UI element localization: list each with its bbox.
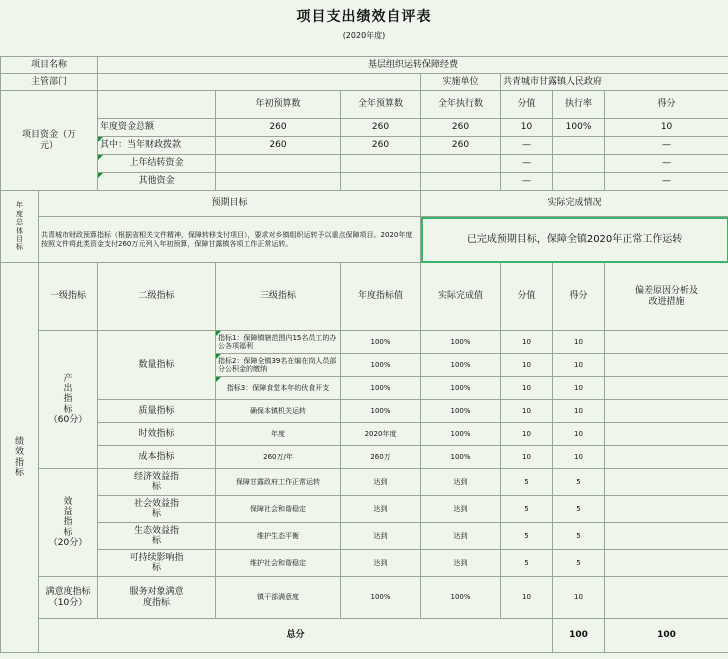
funds-label-text: 项目资金（万元） bbox=[21, 130, 76, 151]
deviation-cell[interactable] bbox=[605, 400, 728, 423]
target-cell[interactable]: 2020年度 bbox=[341, 423, 421, 446]
header-full-year-budget: 全年预算数 bbox=[341, 91, 421, 119]
actual-cell[interactable]: 100% bbox=[421, 377, 501, 400]
benefit-sub-label bbox=[98, 496, 216, 523]
score-cell[interactable]: 10 bbox=[553, 577, 605, 619]
actual-cell[interactable]: 100% bbox=[421, 446, 501, 469]
output-points: （60分） bbox=[48, 415, 88, 426]
deviation-cell[interactable] bbox=[605, 423, 728, 446]
benefit-sub-label-text: 经济效益指标 bbox=[134, 471, 180, 492]
quality-item-name[interactable]: 确保本镇机关运转 bbox=[216, 400, 341, 423]
value-cell[interactable]: 10 bbox=[501, 354, 553, 377]
cost-label: 成本指标 bbox=[98, 446, 216, 469]
table-row bbox=[1, 446, 728, 469]
table-row bbox=[1, 550, 728, 577]
target-cell[interactable]: 达到 bbox=[341, 469, 421, 496]
expected-goal-text[interactable]: 共青城市财政预算指标（根据省相关文件精神，保障转移支付项目），要求对乡镇组织运转予以重点保障项目。2020年度按照文件将此类资金支付260万元列入年初预算，保障甘露镇各项工作正常运转。 bbox=[39, 217, 421, 263]
funds-cell-score[interactable]: — bbox=[605, 137, 728, 155]
table-row bbox=[1, 423, 728, 446]
funds-row-name: 上年结转资金 bbox=[98, 155, 216, 173]
benefit-item-name[interactable]: 保障社会和谐稳定 bbox=[216, 496, 341, 523]
satisfaction-sub-label-text: 服务对象满意度指标 bbox=[129, 587, 184, 608]
score-cell[interactable]: 5 bbox=[553, 469, 605, 496]
target-cell[interactable]: 达到 bbox=[341, 523, 421, 550]
funds-cell-initial[interactable] bbox=[216, 155, 341, 173]
benefit-sub-label bbox=[98, 523, 216, 550]
funds-cell-rate[interactable] bbox=[553, 173, 605, 191]
value-cell[interactable]: 10 bbox=[501, 423, 553, 446]
funds-label bbox=[1, 91, 98, 191]
satisfaction-label bbox=[39, 577, 98, 619]
value-cell[interactable]: 10 bbox=[501, 446, 553, 469]
benefit-sub-label-text: 社会效益指标 bbox=[134, 498, 180, 519]
score-cell[interactable]: 5 bbox=[553, 523, 605, 550]
actual-completion-text[interactable]: 已完成预期目标，保障全镇2020年正常工作运转 bbox=[421, 217, 728, 263]
funds-row bbox=[1, 155, 728, 173]
deviation-cell[interactable] bbox=[605, 496, 728, 523]
header-score: 得分 bbox=[553, 263, 605, 331]
table-row bbox=[1, 331, 728, 354]
benefit-label bbox=[39, 469, 98, 577]
evaluation-table bbox=[0, 56, 728, 653]
funds-cell-score[interactable]: 10 bbox=[605, 119, 728, 137]
deviation-cell[interactable] bbox=[605, 331, 728, 354]
actual-completion-header: 实际完成情况 bbox=[421, 191, 728, 217]
funds-row bbox=[1, 119, 728, 137]
actual-cell[interactable]: 100% bbox=[421, 354, 501, 377]
value-cell[interactable]: 5 bbox=[501, 550, 553, 577]
table-row bbox=[1, 400, 728, 423]
funds-cell-value[interactable]: — bbox=[501, 155, 553, 173]
deviation-cell[interactable] bbox=[605, 550, 728, 577]
actual-cell[interactable]: 达到 bbox=[421, 496, 501, 523]
score-cell[interactable]: 10 bbox=[553, 423, 605, 446]
performance-label bbox=[1, 263, 39, 653]
score-cell[interactable]: 5 bbox=[553, 496, 605, 523]
funds-cell-exec[interactable]: 260 bbox=[421, 119, 501, 137]
benefit-sub-label-text: 生态效益指标 bbox=[134, 525, 180, 546]
timeliness-label: 时效指标 bbox=[98, 423, 216, 446]
score-cell[interactable]: 5 bbox=[553, 550, 605, 577]
table-row bbox=[1, 523, 728, 550]
target-cell[interactable]: 260万 bbox=[341, 446, 421, 469]
dept-value[interactable] bbox=[98, 74, 421, 91]
dept-label: 主管部门 bbox=[1, 74, 98, 91]
funds-row bbox=[1, 137, 728, 155]
funds-cell-full[interactable] bbox=[341, 173, 421, 191]
table-row bbox=[1, 469, 728, 496]
score-cell[interactable]: 10 bbox=[553, 354, 605, 377]
value-cell[interactable]: 10 bbox=[501, 577, 553, 619]
deviation-cell[interactable] bbox=[605, 577, 728, 619]
benefit-sub-label bbox=[98, 469, 216, 496]
funds-cell-exec[interactable] bbox=[421, 173, 501, 191]
header-level1: 一级指标 bbox=[39, 263, 98, 331]
table-row bbox=[1, 577, 728, 619]
impl-unit-value[interactable]: 共青城市甘露镇人民政府 bbox=[501, 74, 728, 91]
target-cell[interactable]: 100% bbox=[341, 377, 421, 400]
funds-header-blank bbox=[98, 91, 216, 119]
benefit-sub-label-text: 可持续影响指标 bbox=[129, 552, 184, 573]
target-cell[interactable]: 达到 bbox=[341, 496, 421, 523]
funds-row bbox=[1, 173, 728, 191]
expected-goal-header: 预期目标 bbox=[39, 191, 421, 217]
goals-label bbox=[1, 191, 39, 263]
quality-label: 质量指标 bbox=[98, 400, 216, 423]
value-cell[interactable]: 5 bbox=[501, 496, 553, 523]
header-level3: 三级指标 bbox=[216, 263, 341, 331]
header-actual: 实际完成值 bbox=[421, 263, 501, 331]
benefit-label-text: 效益指标 bbox=[63, 496, 73, 538]
header-target: 年度指标值 bbox=[341, 263, 421, 331]
header-executed: 全年执行数 bbox=[421, 91, 501, 119]
timeliness-item-name[interactable]: 年度 bbox=[216, 423, 341, 446]
project-name-label: 项目名称 bbox=[1, 57, 98, 74]
actual-cell[interactable]: 100% bbox=[421, 577, 501, 619]
target-cell[interactable]: 100% bbox=[341, 354, 421, 377]
funds-cell-initial[interactable]: 260 bbox=[216, 137, 341, 155]
header-score: 得分 bbox=[605, 91, 728, 119]
project-name-value[interactable]: 基层组织运转保障经费 bbox=[98, 57, 728, 74]
actual-cell[interactable]: 达到 bbox=[421, 550, 501, 577]
impl-unit-label: 实施单位 bbox=[421, 74, 501, 91]
funds-cell-exec[interactable] bbox=[421, 155, 501, 173]
table-row bbox=[1, 496, 728, 523]
value-cell[interactable]: 5 bbox=[501, 523, 553, 550]
satisfaction-label-text: 满意度指标 bbox=[45, 587, 91, 598]
value-cell[interactable]: 10 bbox=[501, 377, 553, 400]
goals-label-text: 年度总体目标 bbox=[16, 201, 23, 252]
benefit-item-name[interactable]: 保障甘露政府工作正常运转 bbox=[216, 469, 341, 496]
header-initial-budget: 年初预算数 bbox=[216, 91, 341, 119]
actual-cell[interactable]: 100% bbox=[421, 423, 501, 446]
deviation-cell[interactable] bbox=[605, 354, 728, 377]
benefit-sub-label bbox=[98, 550, 216, 577]
value-cell[interactable]: 10 bbox=[501, 331, 553, 354]
funds-cell-initial[interactable] bbox=[216, 173, 341, 191]
quantity-item-name[interactable]: 指标2：保障全镇39名在编在岗人员部分公积金的缴纳 bbox=[216, 354, 341, 377]
funds-cell-rate[interactable] bbox=[553, 155, 605, 173]
funds-cell-full[interactable]: 260 bbox=[341, 137, 421, 155]
page-title: 项目支出绩效自评表 bbox=[296, 9, 432, 25]
actual-cell[interactable]: 达到 bbox=[421, 469, 501, 496]
funds-row-name: 其他资金 bbox=[98, 173, 216, 191]
funds-cell-value[interactable]: 10 bbox=[501, 119, 553, 137]
funds-cell-full[interactable]: 260 bbox=[341, 119, 421, 137]
actual-cell[interactable]: 100% bbox=[421, 400, 501, 423]
funds-cell-value[interactable]: — bbox=[501, 137, 553, 155]
benefit-item-name[interactable]: 维护生态平衡 bbox=[216, 523, 341, 550]
header-value: 分值 bbox=[501, 263, 553, 331]
header-deviation bbox=[605, 263, 728, 331]
score-cell[interactable]: 10 bbox=[553, 331, 605, 354]
output-label-text: 产出指标 bbox=[63, 373, 73, 415]
score-cell[interactable]: 10 bbox=[553, 446, 605, 469]
funds-row-name: 年度资金总额 bbox=[98, 119, 216, 137]
cost-item-name[interactable]: 260万/年 bbox=[216, 446, 341, 469]
output-label bbox=[39, 331, 98, 469]
funds-cell-exec[interactable]: 260 bbox=[421, 137, 501, 155]
funds-cell-value[interactable]: — bbox=[501, 173, 553, 191]
score-cell[interactable]: 10 bbox=[553, 377, 605, 400]
funds-cell-rate[interactable]: 100% bbox=[553, 119, 605, 137]
target-cell[interactable]: 100% bbox=[341, 577, 421, 619]
funds-cell-rate[interactable] bbox=[553, 137, 605, 155]
funds-cell-score[interactable]: — bbox=[605, 173, 728, 191]
header-level2: 二级指标 bbox=[98, 263, 216, 331]
target-cell[interactable]: 达到 bbox=[341, 550, 421, 577]
header-score-value: 分值 bbox=[501, 91, 553, 119]
satisfaction-points: （10分） bbox=[48, 597, 88, 608]
actual-cell[interactable]: 100% bbox=[421, 331, 501, 354]
score-cell[interactable]: 10 bbox=[553, 400, 605, 423]
deviation-cell[interactable] bbox=[605, 469, 728, 496]
target-cell[interactable]: 100% bbox=[341, 331, 421, 354]
target-cell[interactable]: 100% bbox=[341, 400, 421, 423]
funds-cell-full[interactable] bbox=[341, 155, 421, 173]
performance-label-text: 绩效指标 bbox=[14, 436, 24, 478]
funds-cell-score[interactable]: — bbox=[605, 155, 728, 173]
header-exec-rate: 执行率 bbox=[553, 91, 605, 119]
actual-cell[interactable]: 达到 bbox=[421, 523, 501, 550]
total-value[interactable]: 100 bbox=[553, 619, 605, 653]
value-cell[interactable]: 10 bbox=[501, 400, 553, 423]
total-score[interactable]: 100 bbox=[605, 619, 728, 653]
quantity-item-name[interactable]: 指标1：保障镇辖范围内15名员工的办公各项福利 bbox=[216, 331, 341, 354]
total-label: 总分 bbox=[39, 619, 553, 653]
page-subtitle: (2020年度) bbox=[342, 31, 386, 40]
funds-row-name: 其中：当年财政拨款 bbox=[98, 137, 216, 155]
benefit-item-name[interactable]: 维护社会和谐稳定 bbox=[216, 550, 341, 577]
quantity-label: 数量指标 bbox=[98, 331, 216, 400]
quantity-item-name[interactable]: 指标3：保障食堂本年的伙食开支 bbox=[216, 377, 341, 400]
satisfaction-sub-label bbox=[98, 577, 216, 619]
funds-cell-initial[interactable]: 260 bbox=[216, 119, 341, 137]
deviation-cell[interactable] bbox=[605, 446, 728, 469]
deviation-cell[interactable] bbox=[605, 377, 728, 400]
satisfaction-item-name[interactable]: 镇干部满意度 bbox=[216, 577, 341, 619]
deviation-header-text: 偏差原因分析及改进措施 bbox=[635, 286, 699, 307]
benefit-points: （20分） bbox=[48, 538, 88, 549]
deviation-cell[interactable] bbox=[605, 523, 728, 550]
value-cell[interactable]: 5 bbox=[501, 469, 553, 496]
